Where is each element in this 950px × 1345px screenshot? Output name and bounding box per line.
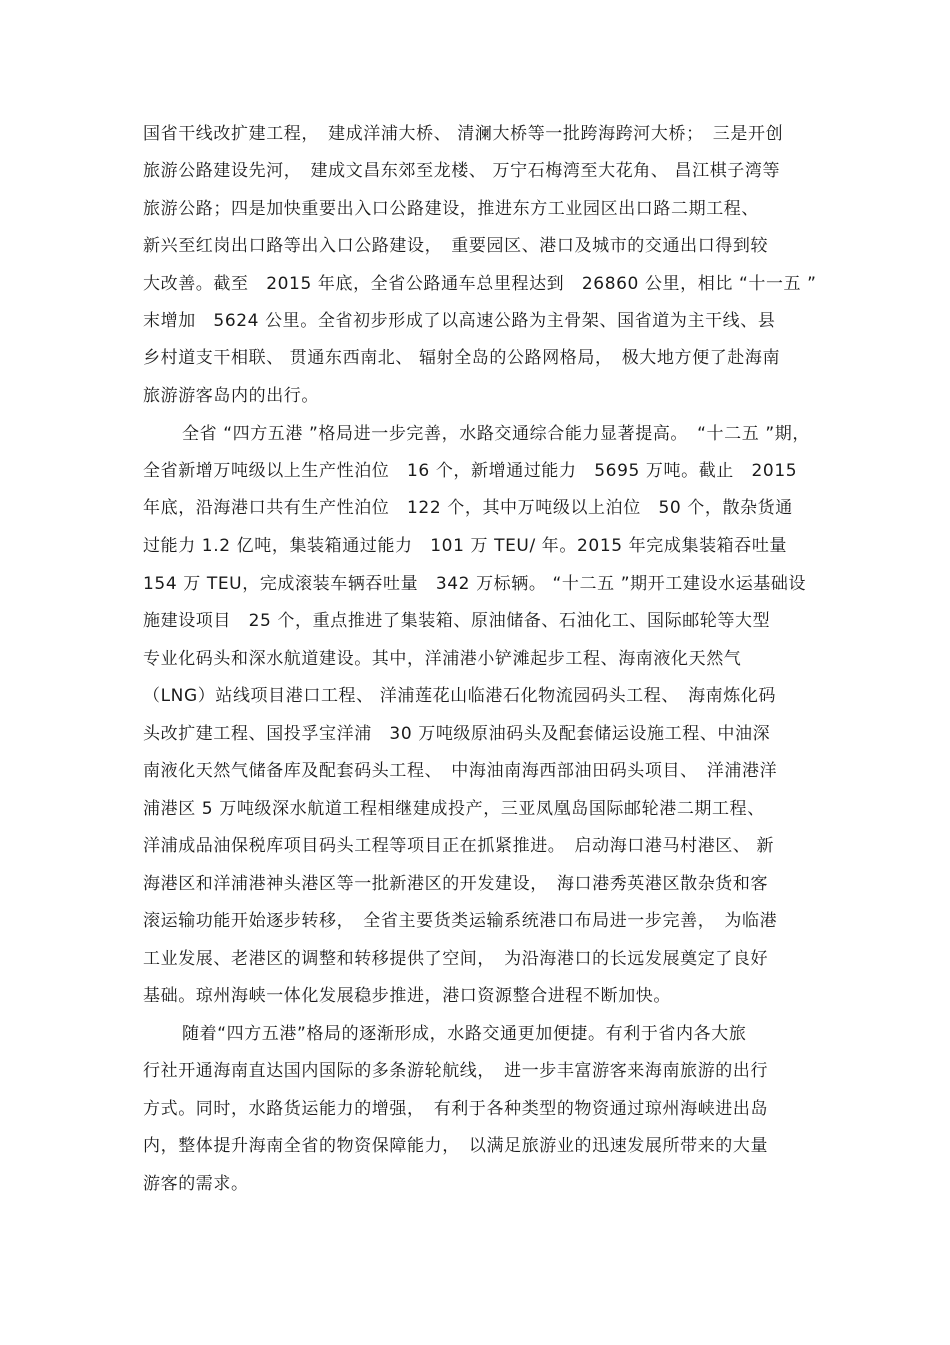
text-line: 过能力 1.2 亿吨，集装箱通过能力 101 万 TEU/ 年。2015 年完成集装箱吞吐量 — [143, 536, 788, 556]
text-line: 行社开通海南直达国内国际的多条游轮航线， 进一步丰富游客来海南旅游的出行 — [143, 1061, 769, 1081]
text-line: 内，整体提升海南全省的物资保障能力， 以满足旅游业的迅速发展所带来的大量 — [143, 1136, 769, 1156]
text-line: 滚运输功能开始逐步转移， 全省主要货类运输系统港口布局进一步完善， 为临港 — [143, 911, 778, 931]
text-line: 浦港区 5 万吨级深水航道工程相继建成投产，三亚凤凰岛国际邮轮港二期工程、 — [143, 799, 765, 819]
text-line: 旅游公路建设先河， 建成文昌东郊至龙楼、 万宁石梅湾至大花角、 昌江棋子湾等 — [143, 161, 781, 181]
text-line: 乡村道支干相联、 贯通东西南北、 辐射全岛的公路网格局， 极大地方便了赴海南 — [143, 348, 781, 368]
text-line: 头改扩建工程、国投孚宝洋浦 30 万吨级原油码头及配套储运设施工程、中油深 — [143, 724, 771, 744]
text-line: 全省 “四方五港 ”格局进一步完善，水路交通综合能力显著提高。 “十二五 ”期， — [182, 424, 810, 444]
text-line: 全省新增万吨级以上生产性泊位 16 个，新增通过能力 5695 万吨。截止 2015 — [143, 461, 798, 481]
text-line: 南液化天然气储备库及配套码头工程、 中海油南海西部油田码头项目、 洋浦港洋 — [143, 761, 778, 781]
text-line: 方式。同时，水路货运能力的增强， 有利于各种类型的物资通过琼州海峡进出岛 — [143, 1099, 769, 1119]
text-line: 施建设项目 25 个，重点推进了集装箱、原油储备、石油化工、国际邮轮等大型 — [143, 611, 771, 631]
text-line: 大改善。截至 2015 年底，全省公路通车总里程达到 26860 公里，相比 “十一五 ” — [143, 274, 817, 294]
text-line: 旅游游客岛内的出行。 — [143, 386, 319, 406]
text-line: （LNG）站线项目港口工程、 洋浦莲花山临港石化物流园码头工程、 海南炼化码 — [143, 686, 777, 706]
text-line: 154 万 TEU，完成滚装车辆吞吐量 342 万标辆。 “十二五 ”期开工建设水运基础设 — [143, 574, 807, 594]
text-line: 年底，沿海港口共有生产性泊位 122 个，其中万吨级以上泊位 50 个，散杂货通 — [143, 498, 793, 518]
text-line: 旅游公路；四是加快重要出入口公路建设，推进东方工业园区出口路二期工程、 — [143, 199, 759, 219]
text-line: 洋浦成品油保税库项目码头工程等项目正在抓紧推进。 启动海口港马村港区、 新 — [143, 836, 775, 856]
text-line: 国省干线改扩建工程， 建成洋浦大桥、 清澜大桥等一批跨海跨河大桥； 三是开创 — [143, 124, 784, 144]
text-line: 新兴至红岗出口路等出入口公路建设， 重要园区、港口及城市的交通出口得到较 — [143, 236, 769, 256]
text-line: 海港区和洋浦港神头港区等一批新港区的开发建设， 海口港秀英港区散杂货和客 — [143, 874, 769, 894]
text-line: 专业化码头和深水航道建设。其中，洋浦港小铲滩起步工程、海南液化天然气 — [143, 649, 742, 669]
text-line: 末增加 5624 公里。全省初步形成了以高速公路为主骨架、国省道为主干线、县 — [143, 311, 776, 331]
text-line: 工业发展、老港区的调整和转移提供了空间， 为沿海港口的长远发展奠定了良好 — [143, 949, 769, 969]
text-line: 随着“四方五港”格局的逐渐形成，水路交通更加便捷。有利于省内各大旅 — [182, 1024, 747, 1044]
text-line: 基础。琼州海峡一体化发展稳步推进，港口资源整合进程不断加快。 — [143, 986, 671, 1006]
text-line: 游客的需求。 — [143, 1174, 249, 1194]
